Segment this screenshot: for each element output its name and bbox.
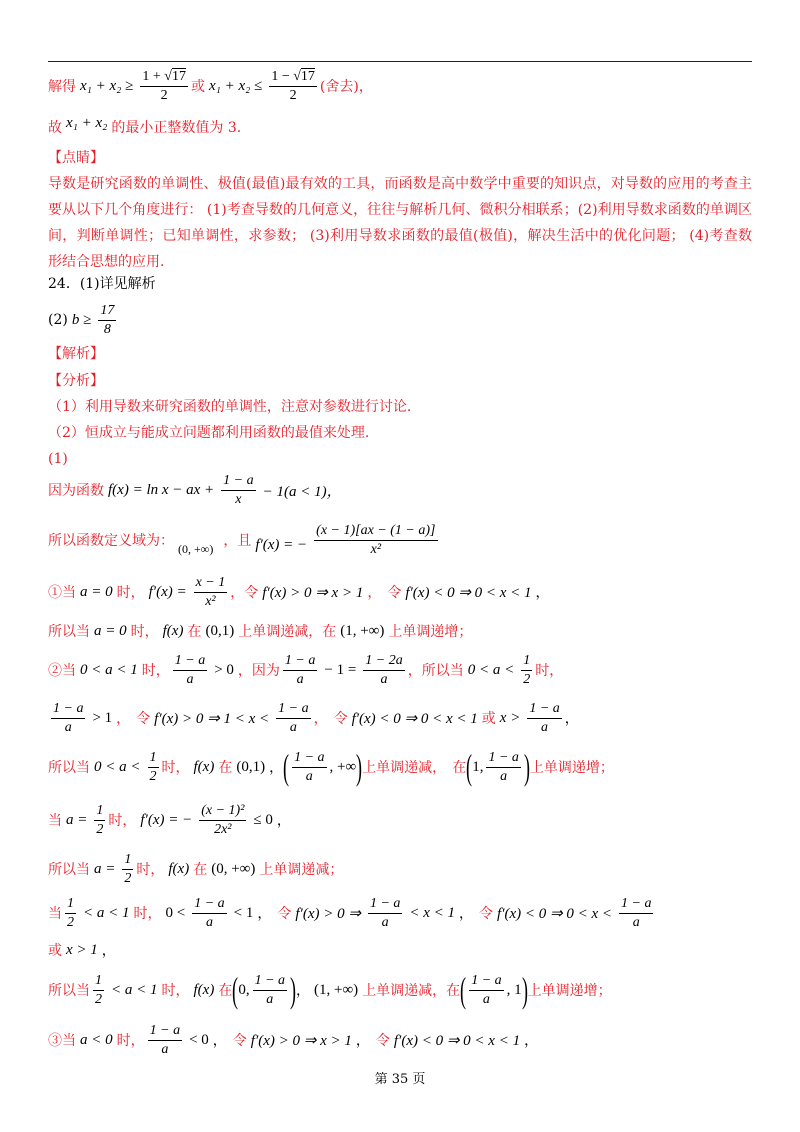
fraction-denominator: 2x² — [199, 820, 246, 838]
text-comma: ， — [116, 711, 131, 727]
fraction — [199, 803, 246, 838]
fraction-denominator: a — [527, 718, 561, 736]
paragraph-dianjing — [48, 171, 752, 275]
math-condition: a < 0 — [80, 1031, 113, 1048]
fraction-denominator: x² — [194, 592, 228, 610]
math-sum-le: x₁ + x₂ ≤ — [208, 77, 263, 94]
math-sum-ge: x₁ + x₂ ≥ — [80, 77, 134, 94]
fraction-numerator: 1 − a — [284, 652, 316, 668]
fraction-denominator: 8 — [98, 320, 116, 338]
fraction — [221, 473, 255, 508]
math-interval-head: 0, — [238, 981, 250, 998]
line-case-2-conclusion — [48, 747, 614, 787]
line-case-half-to-one-conclusion — [48, 970, 612, 1010]
fraction-numerator: 1 − a — [149, 1022, 181, 1038]
text-comma: ， — [212, 1033, 227, 1049]
text-when-lead: 当 — [48, 813, 62, 829]
math-increasing: f′(x) > 0 ⇒ — [295, 905, 361, 922]
fraction — [148, 1023, 182, 1058]
text-comma: ， — [269, 760, 284, 776]
analysis-point-1: （1）利用导数来研究函数的单调性，注意对参数进行讨论. — [48, 399, 412, 415]
paragraph-line: 要从以下几个角度进行： (1)考查导数的几何意义，往往与解析几何、微积分相联系；(2)利用导数求函数的单调区 — [48, 202, 752, 218]
math-interval: (1, +∞) — [340, 622, 385, 639]
fraction-denominator: a — [51, 718, 85, 736]
math-derivative: f′(x) = − — [255, 536, 308, 553]
math-lt-zero: < 0 — [189, 1031, 209, 1048]
right-paren: ) — [523, 747, 530, 787]
fraction-one-minus-root17 — [269, 69, 317, 104]
line-a-half — [48, 800, 291, 840]
fraction-denominator: 2 — [124, 870, 132, 886]
math-interval-tail: , +∞ — [329, 758, 357, 775]
fraction — [486, 750, 520, 785]
fraction-denominator: a — [368, 913, 402, 931]
math-interval: (0,1) — [236, 758, 266, 775]
math-derivative: f′(x) = − — [140, 811, 193, 828]
line-case-2-derivative — [48, 698, 579, 738]
text-in: 在 — [218, 983, 233, 999]
text-domain: 所以函数定义域为： — [48, 533, 174, 549]
text-when-lead: 当 — [48, 906, 62, 922]
fraction-numerator — [140, 69, 188, 86]
text-when: 时， — [136, 862, 165, 878]
text-in: 在 — [187, 624, 202, 640]
paragraph-line: 形结合思想的应用. — [48, 254, 165, 270]
text-decreasing: 上单调递减，在 — [238, 624, 337, 640]
math-condition: 0 < a < — [467, 661, 515, 678]
analysis-point-2: （2）恒成立与能成立问题都利用函数的最值来处理. — [48, 425, 370, 441]
fraction-numerator: 17 — [100, 302, 115, 318]
text-discard: (舍去)， — [319, 79, 373, 95]
text-so-when: 所以当 — [48, 983, 90, 999]
answer-24-part1: 24．(1)详见解析 — [48, 276, 156, 292]
math-increasing-tail: < x < 1 — [409, 904, 456, 921]
math-increasing: f′(x) > 0 ⇒ x > 1 — [262, 584, 364, 601]
math-condition: 0 < a < — [94, 758, 141, 775]
fraction — [527, 701, 561, 736]
fraction-numerator: 1 − a — [529, 700, 560, 716]
text-jiede: 解得 — [48, 79, 76, 95]
fraction — [94, 803, 105, 838]
fraction-numerator: 1 − a — [174, 652, 206, 668]
fraction-numerator: 1 — [96, 802, 104, 818]
fraction-denominator: x — [221, 490, 255, 508]
line-case-3 — [48, 1020, 538, 1060]
fraction-numerator: 1 − a — [223, 472, 254, 488]
math-b-ge: b ≥ — [71, 311, 92, 328]
text-comma: ， — [276, 813, 291, 829]
fraction-numerator: (x − 1)² — [201, 802, 245, 818]
left-paren: ( — [466, 747, 473, 787]
line-function-def — [48, 470, 346, 510]
paragraph-line: 导数是研究函数的单调性、极值(最值)最有效的工具，而函数是高中数学中重要的知识点，对导数的应用的考查主 — [48, 176, 752, 192]
text-decreasing: 上单调递减， — [362, 760, 447, 776]
math-decreasing: f′(x) < 0 ⇒ 0 < x < 1 — [351, 710, 478, 727]
math-x-gt-one: x > 1 — [66, 941, 98, 958]
text-or: 或 — [481, 711, 496, 727]
solution-part-label: (1) — [48, 451, 68, 467]
fraction-one-plus-root17 — [140, 69, 188, 104]
fraction-numerator: 1 − a — [294, 749, 325, 765]
line-case-1 — [48, 572, 550, 612]
fraction — [253, 973, 287, 1008]
right-paren: ) — [290, 970, 297, 1010]
fraction-denominator: a — [363, 670, 404, 688]
math-condition: a = — [94, 860, 116, 877]
text-when: 时， — [116, 1033, 145, 1049]
text-let: 令 — [232, 1033, 247, 1049]
fraction-numerator: 1 − a — [278, 700, 309, 716]
fraction — [173, 653, 207, 688]
math-interval-head: 1, — [472, 758, 484, 775]
math-interval: (1, +∞) — [314, 981, 359, 998]
part-label: (2) — [48, 312, 68, 328]
text-increasing: 上单调递增； — [527, 983, 612, 999]
text-when: 时， — [161, 760, 190, 776]
math-decreasing: f′(x) < 0 ⇒ 0 < x < — [497, 905, 612, 922]
left-paren: ( — [283, 747, 290, 787]
fraction — [148, 750, 159, 785]
fraction — [368, 896, 402, 931]
fraction — [314, 523, 437, 558]
text-when: 时， — [133, 906, 162, 922]
fraction-numerator: 1 — [149, 749, 157, 765]
fraction-denominator: 2 — [95, 991, 102, 1007]
numerator-term: 1 − — [271, 68, 294, 84]
text-increasing: 上单调递增； — [529, 760, 614, 776]
fraction — [51, 701, 85, 736]
fraction-numerator: 1 − a — [254, 972, 286, 988]
math-domain-interval: (0, +∞) — [178, 541, 214, 556]
fraction — [93, 973, 104, 1008]
line-case-half-to-one — [48, 893, 656, 933]
text-or: 或 — [48, 943, 62, 959]
text-comma: ， — [257, 906, 272, 922]
math-decreasing: f′(x) < 0 ⇒ 0 < x < 1 — [393, 1032, 521, 1049]
fraction — [194, 575, 228, 610]
math-gt-zero: > 0 — [214, 661, 234, 678]
math-increasing: f′(x) > 0 ⇒ x > 1 — [250, 1032, 352, 1049]
text-so-when: 所以当 — [48, 862, 90, 878]
fraction — [469, 973, 503, 1008]
text-and: ，且 — [223, 533, 252, 549]
math-gt-one: > 1 — [92, 709, 113, 726]
numerator-term: 1 + — [142, 68, 165, 84]
math-function-tail: − 1(a < 1)， — [262, 483, 342, 500]
math-fx: f(x) — [162, 622, 184, 639]
text-or: 或 — [190, 79, 205, 95]
math-condition: a = 0 — [94, 622, 127, 639]
text-because-function: 因为函数 — [48, 483, 104, 499]
text-therefore: 故 — [48, 120, 62, 136]
fraction-denominator: a — [619, 913, 653, 931]
math-zero-lt: 0 < — [165, 904, 186, 921]
fraction — [363, 653, 404, 688]
header-rule — [48, 61, 752, 62]
line-case-2 — [48, 650, 563, 690]
fraction-numerator: 1 — [95, 972, 102, 988]
fraction-numerator: 1 − a — [53, 700, 84, 716]
text-when: 时， — [141, 663, 170, 679]
math-interval: (0, +∞) — [211, 860, 256, 877]
page-number: 第 35 页 — [374, 1072, 426, 1087]
heading-dianjing: 【点睛】 — [48, 150, 104, 166]
left-paren: ( — [460, 970, 467, 1010]
text-case-mark: ①当 — [48, 585, 76, 601]
left-paren: ( — [232, 970, 239, 1010]
text-comma: ， — [564, 711, 579, 727]
math-interval: (0,1) — [205, 622, 235, 639]
math-le-zero: ≤ 0 — [253, 811, 273, 828]
fraction-denominator: 2 — [67, 914, 74, 930]
text-min-value: 的最小正整数值为 3. — [111, 120, 242, 136]
fraction-denominator: a — [173, 670, 207, 688]
text-comma: ， — [459, 906, 474, 922]
fraction-numerator: 1 − a — [369, 895, 401, 911]
radical-sign: √ — [164, 68, 172, 84]
text-comma: ， — [101, 943, 116, 959]
text-let: 令 — [375, 1033, 390, 1049]
radical-sign: √ — [293, 68, 301, 84]
math-condition: < a < 1 — [83, 904, 130, 921]
text-when: 时， — [535, 663, 564, 679]
fraction-denominator: 2 — [140, 86, 188, 104]
text-let: 令 — [136, 711, 151, 727]
math-interval-tail: , 1 — [506, 981, 522, 998]
fraction-denominator: a — [469, 990, 503, 1008]
math-condition: < a < 1 — [111, 981, 158, 998]
fraction — [619, 896, 653, 931]
math-condition: 0 < a < 1 — [80, 661, 138, 678]
fraction-denominator: a — [253, 990, 287, 1008]
fraction — [521, 653, 532, 688]
math-function: f(x) = ln x − ax + — [108, 481, 215, 498]
fraction — [283, 653, 317, 688]
right-paren: ) — [521, 970, 528, 1010]
text-decreasing: 上单调递减； — [259, 862, 344, 878]
fraction-numerator: 1 − a — [488, 749, 519, 765]
text-case-mark: ③当 — [48, 1033, 76, 1049]
text-case-mark: ②当 — [48, 663, 76, 679]
text-in: 在 — [452, 760, 467, 776]
math-lt-one: < 1 — [233, 904, 254, 921]
fraction-denominator: a — [292, 767, 326, 785]
text-in: 在 — [218, 760, 233, 776]
fraction-numerator: 1 − a — [471, 972, 502, 988]
fraction-denominator: a — [276, 718, 310, 736]
fraction-numerator: (x − 1)[ax − (1 − a)] — [316, 522, 436, 538]
fraction-numerator — [269, 69, 317, 86]
fraction-numerator: 1 — [124, 851, 132, 867]
line-domain — [48, 520, 441, 560]
fraction — [192, 896, 226, 931]
text-comma: ， — [524, 1033, 539, 1049]
math-increasing: f′(x) > 0 ⇒ 1 < x < — [154, 710, 270, 727]
text-comma: ， — [313, 711, 328, 727]
line-a-half-conclusion — [48, 849, 343, 889]
text-so-when: 所以当 — [48, 760, 90, 776]
text-let: ，令 — [230, 585, 259, 601]
text-comma: ， — [535, 585, 550, 601]
fraction-denominator: a — [148, 1040, 182, 1058]
math-fx: f(x) — [193, 981, 215, 998]
fraction-denominator: x² — [314, 540, 437, 558]
fraction-numerator: 1 − a — [194, 895, 225, 911]
fraction-denominator: a — [192, 913, 226, 931]
text-let: 令 — [333, 711, 348, 727]
text-when: 时， — [130, 624, 159, 640]
radicand: 17 — [300, 68, 315, 84]
text-so-when: ，所以当 — [407, 663, 464, 679]
fraction-numerator: 1 − a — [621, 895, 652, 911]
fraction — [65, 896, 76, 931]
math-decreasing: f′(x) < 0 ⇒ 0 < x < 1 — [405, 584, 532, 601]
text-comma: ， — [355, 1033, 370, 1049]
text-when: 时， — [108, 813, 137, 829]
fraction-numerator: 1 — [523, 652, 531, 668]
fraction-denominator: 2 — [523, 671, 531, 687]
fraction-numerator: x − 1 — [195, 574, 226, 590]
text-when: 时， — [161, 983, 190, 999]
text-decreasing: 上单调递减，在 — [362, 983, 461, 999]
paragraph-line: 间，判断单调性；已知单调性，求参数； (3)利用导数求函数的最值(极值)，解决生活中的优化问题； (4)考查数 — [48, 228, 752, 244]
text-when: 时， — [116, 585, 145, 601]
fraction-denominator: a — [283, 670, 317, 688]
heading-fenxi: 【分析】 — [48, 373, 104, 389]
math-condition: a = — [66, 811, 88, 828]
text-increasing: 上单调递增； — [388, 624, 473, 640]
fraction-denominator: a — [486, 767, 520, 785]
text-comma: ， — [367, 585, 382, 601]
fraction — [292, 750, 326, 785]
math-sum: x₁ + x₂ — [66, 114, 108, 131]
fraction-denominator: 2 — [96, 821, 104, 837]
right-paren: ) — [356, 747, 363, 787]
math-derivative: f′(x) = — [148, 583, 187, 600]
heading-jiexi: 【解析】 — [48, 346, 104, 362]
math-condition: a = 0 — [80, 583, 113, 600]
fraction-denominator: 2 — [149, 768, 157, 784]
radicand: 17 — [171, 68, 186, 84]
line-case-half-to-one-cont — [48, 930, 116, 970]
text-so-when: 所以当 — [48, 624, 90, 640]
text-comma: ， — [296, 983, 311, 999]
text-let: 令 — [479, 906, 494, 922]
text-in: 在 — [193, 862, 208, 878]
line-solve-result — [48, 66, 373, 106]
text-let: 令 — [277, 906, 292, 922]
math-x-gt: x > — [499, 709, 521, 726]
fraction — [276, 701, 310, 736]
text-because: ，因为 — [237, 663, 280, 679]
text-let: 令 — [387, 585, 402, 601]
fraction-numerator: 1 — [67, 895, 74, 911]
line-case-1-conclusion — [48, 611, 472, 651]
math-minus-one: − 1 = — [324, 661, 357, 678]
math-fx: f(x) — [168, 860, 190, 877]
fraction — [122, 852, 133, 887]
fraction-denominator: 2 — [269, 86, 317, 104]
math-fx: f(x) — [193, 758, 215, 775]
fraction-numerator: 1 − 2a — [365, 652, 403, 668]
